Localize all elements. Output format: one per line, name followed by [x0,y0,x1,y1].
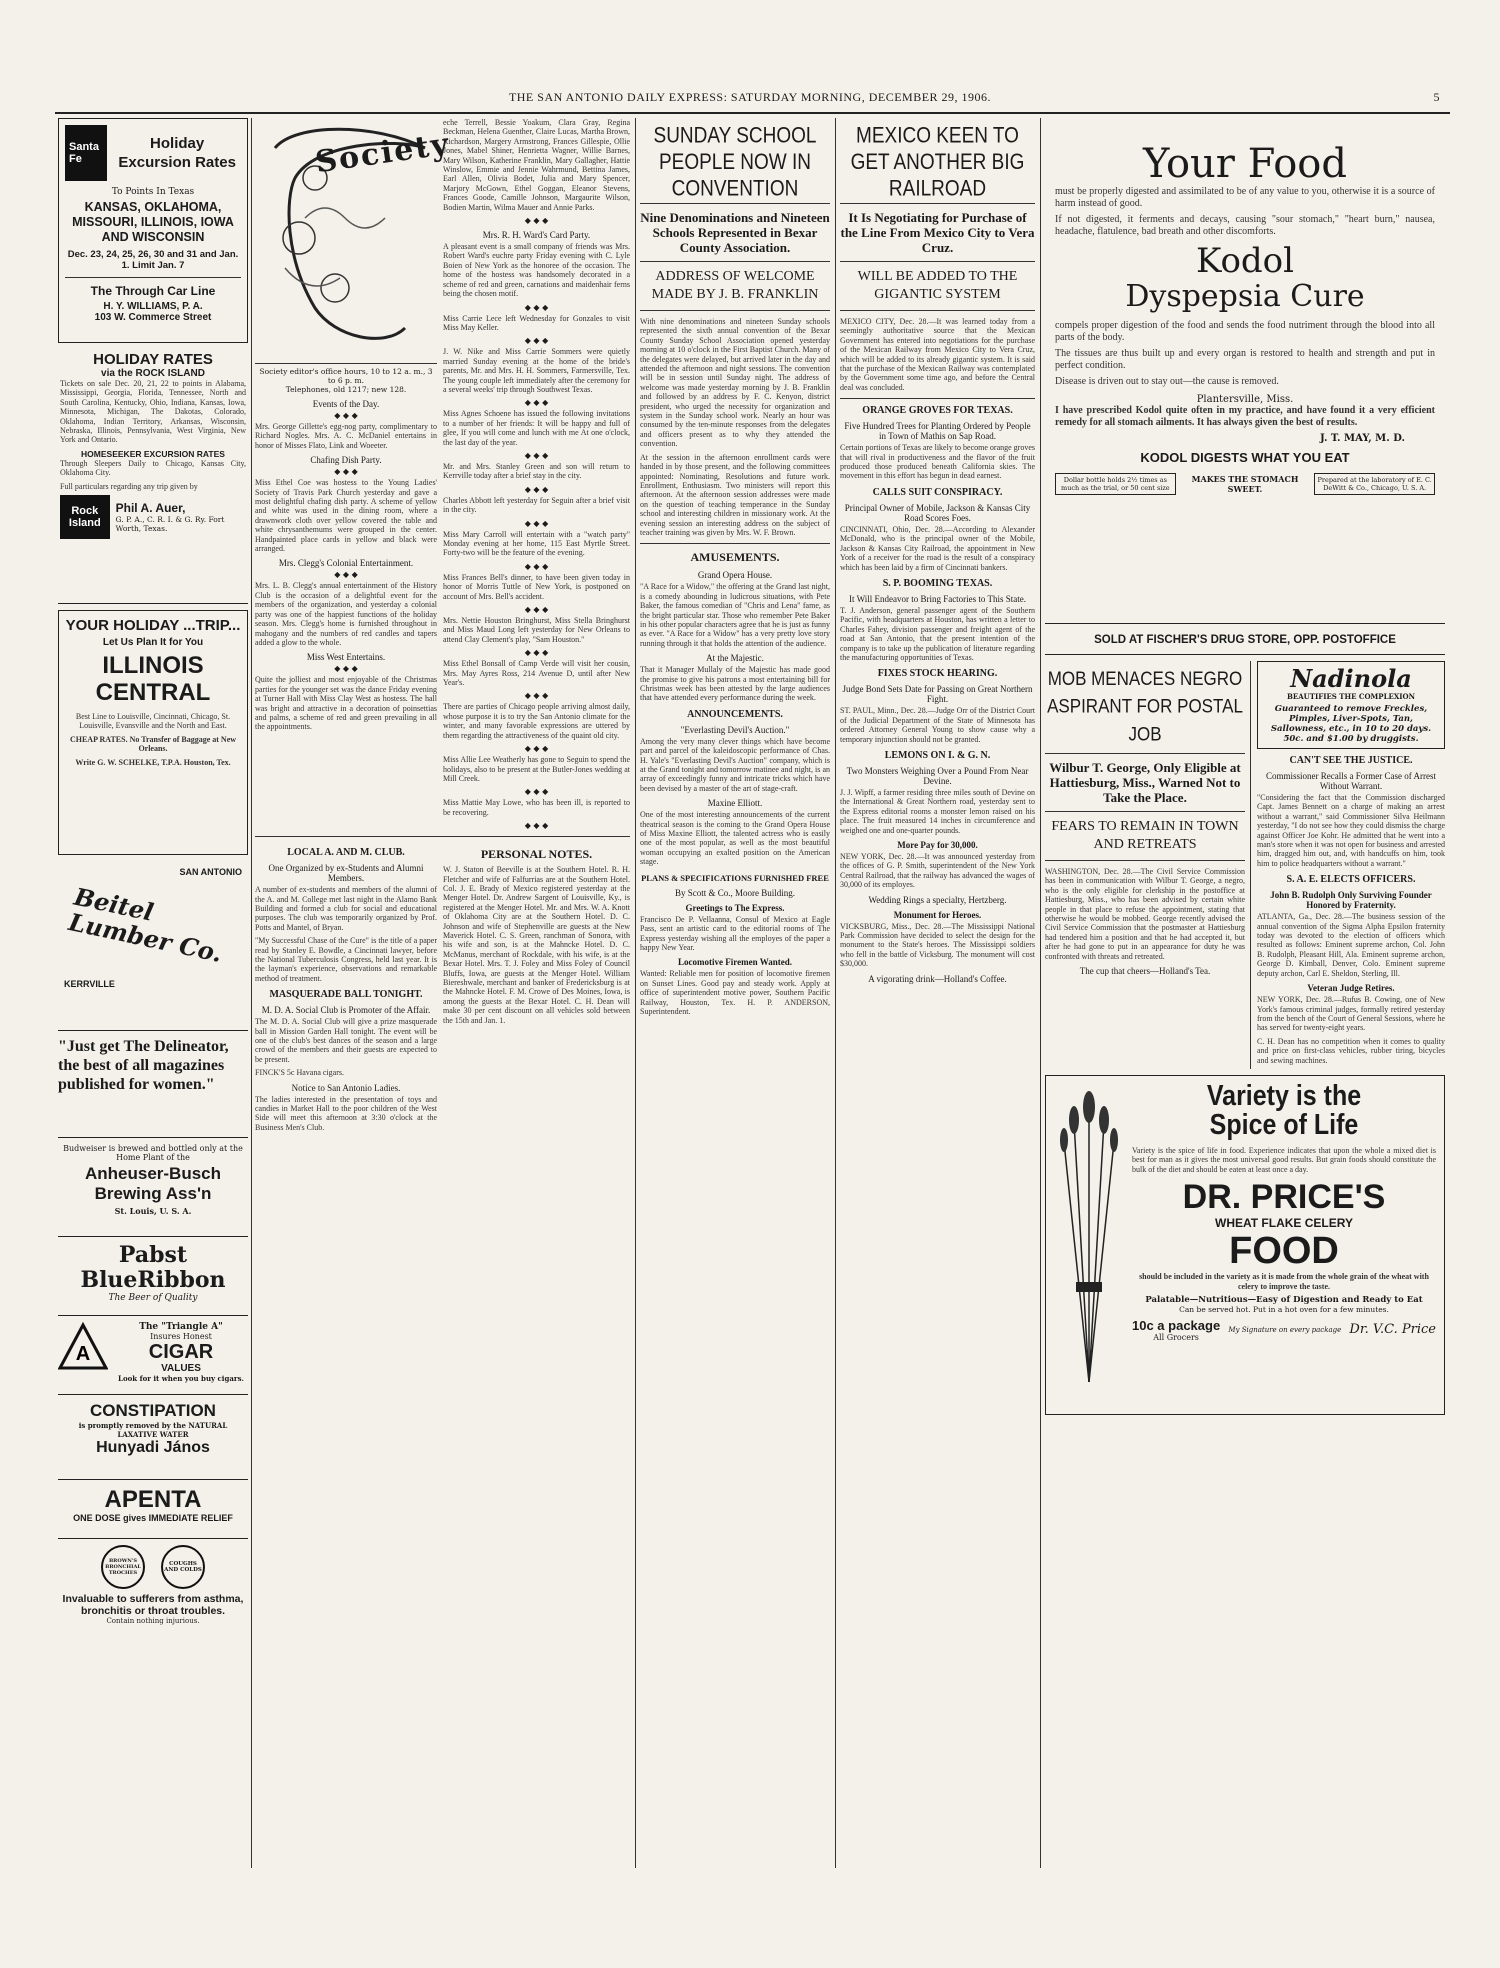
constipation-sub: is promptly removed by the NATURAL LAXATIVE WATER [78,1421,228,1439]
lemons-text: J. J. Wipff, a farmer residing three miles south of Devine on the International & Great Northern road, yesterday sent to the Express editorial rooms a monster lemon raised on his place. The fruit measured 14 inches in circumference and weighed one and one-quarter pounds. [840,787,1035,835]
diamond-ornament-icon: ◆ ◆ ◆ [334,570,358,580]
majestic-text: That it Manager Mullaly of the Majestic has made good the promise to give his patrons a most entertaining bill for Christmas week has been attested by the large audiences that have attended every performance during the week. [640,665,830,703]
gigantic-head: WILL BE ADDED TO THE GIGANTIC SYSTEM [857,269,1018,302]
apenta-sub: ONE DOSE gives IMMEDIATE RELIEF [73,1513,233,1523]
sae-head: S. A. E. ELECTS OFFICERS. [1286,874,1416,886]
firemen-text: Wanted: Reliable men for position of locomotive firemen on Sunset Lines. Good pay and steady work. Apply at office of superintendent motive power, Southern Pacific Railway, Houston, Tex. H. P. ANDERSON, Superintendent. [640,969,830,1016]
lower-section-text: The ladies interested in the presentation of toys and candies in Market Hall to the poor children of the West Side will meet this afternoon at 3:30 o'clock at the Business Men's Club. [255,1094,437,1132]
lower-section-text: The M. D. A. Social Club will give a prize masquerade ball in Mission Garden Hall tonight. The event will be one of the club's best dances of the season and a large crowd of the members and their guests are expected to be present. [255,1017,437,1064]
everlasting-head: "Everlasting Devil's Auction." [680,724,790,735]
santafe-sub: To Points In Texas [111,187,195,197]
tea-line: The cup that cheers—Holland's Tea. [1079,966,1211,977]
price-name: DR. PRICE'S [1182,1178,1386,1217]
lower-section-text: A number of ex-students and members of the alumni of the A. and M. College met last night in the Alamo Bank Building and formed a club for social and educational purposes. The club was temporarily organized by Prof. Potts and Mantel, of Bryan. [255,885,437,932]
society-item-text: J. W. Nike and Miss Carrie Sommers were quietly married Sunday evening at the home of the bride's parents, Mr. and Mrs. H. H. Sommers, Farmersville, Tex. The young couple left immediately after the ceremony for a several weeks' trip through Southwest Texas. [443,347,630,394]
dean-text: C. H. Dean has no competition when it comes to quality and price on first-class vehicles, rubber tiring, bicycles and sewing machines. [1257,1036,1445,1065]
judge-text: NEW YORK, Dec. 28.—Rufus B. Cowing, one of New York's famous criminal judges, formally retired yesterday from the bench of the Court of General Sessions, where he has served for twenty-eight years. [1257,995,1445,1033]
welcome-head: ADDRESS OF WELCOME MADE BY J. B. FRANKLIN [651,269,819,302]
society-item-text: Miss Carrie Lece left Wednesday for Gonzales to visit Miss May Keller. [443,313,630,332]
diamond-ornament-icon: ◆ ◆ ◆ [524,518,549,528]
personal-notes-text: W. J. Staton of Beeville is at the Southern Hotel. R. H. Fletcher and wife of Falfurrias are at the Southern Hotel. Col. J. E. Brady of Mexico registered yesterday at the Menger Hotel. Dr. Andrew Sargent of Louisville, Ky., is registered at the Menger Hotel. Mr. and Mrs. W. A. Knott of Oklahoma City are at the Southern Hotel. D. C. Johnson and wife of Stephenville are guests at the New Maverick Hotel. C. S. Green, ranchman of Sonora, with his wife and son, is at the Mahncke Hotel. D. C. McManus, merchant of Rockdale, with his wife, is at the Bexar Hotel. Mrs. T. J. Foley and Miss Foley of Council Bluffs, Iowa, are guests at the Menger Hotel. William Biereshwale, merchant and banker of Fredericksburg is at the Mahncke Hotel. F. M. Crowe of Des Moines, Iowa, is among the guests at the Bexar Hotel. C. H. Dean will make 30 per cent discount on all vehicles sold between the 15th and Jan. 1. [443,865,630,1025]
society-item-text: Miss Ethel Bonsall of Camp Verde will visit her cousin, Mrs. May Ayres Ross, 214 Avenue D, until after New Year's. [443,659,630,688]
kodol-doctor: J. T. MAY, M. D. [1319,433,1405,444]
coffee-line: A vigorating drink—Holland's Coffee. [868,973,1007,984]
society-section-text: Mrs. George Gillette's egg-nog party, complimentary to Richard Nogles. Mrs. A. C. McDaniel entertains in honor of Misses Flato, Link and Woeeter. [255,422,437,450]
lower-section-sub: M. D. A. Social Club is Promoter of the Affair. [261,1005,431,1016]
price-text2: should be included in the variety as it is made from the whole grain of the wheat with celery to improve the taste. [1139,1272,1429,1291]
conspiracy-text: CINCINNATI, Ohio, Dec. 28.—According to Alexander McDonald, who is the principal owner of the Mobile, Jackson & Kansas City Railroad, the appointment in New York of a receiver for the road is the result of a conspiracy which has been laid by a firm of Cincinnati bankers. [840,524,1035,572]
price-food: FOOD [1229,1230,1339,1273]
lower-section-sub: One Organized by ex-Students and Alumni Members. [268,863,424,884]
grand-text: "A Race for a Widow," the offering at the Grand last night, is a comedy abounding in ludicrous situations, with Pete Baker, the famous comedian of "Chris and Lena" fame, as the bright particular star. Those who remember Pete Baker in his other popular characters agree that he is just as funny as ever. "A Race for a Widow" has a very pretty love story running through it that holds the attention of the audience. [640,582,830,648]
greetings-head: Greetings to The Express. [685,902,785,913]
orange-sub: Five Hundred Trees for Planting Ordered by People in Town of Mathis on Sap Road. [844,421,1031,442]
beitel-city: SAN ANTONIO [179,867,242,877]
fixes-text: ST. PAUL, Minn., Dec. 28.—Judge Orr of the District Court of the Judicial Department of the State of Minnesota has ordered Attorney General Young to show cause why a temporary injunction should not be granted. [840,706,1035,744]
society-item-text: Miss Agnes Schoene has issued the following invitations to a number of her friends: It will be happy and full of glee, If you will come and lunch with me At one o'clock, the last day of the year. [443,409,630,447]
browns-note: Contain nothing injurious. [106,1617,200,1625]
majestic-head: At the Majestic. [706,653,764,664]
anheuser-name: Anheuser-Busch Brewing Ass'n [84,1164,222,1203]
mob-head2: FEARS TO REMAIN IN TOWN AND RETREATS [1051,819,1239,852]
price-text: Variety is the spice of life in food. Experience indicates that upon the whole a mixed diet is best for man as it gives the most universal good results. But grain foods should constitute the bulk of the diet and should be eaten at least once a day. [1132,1145,1436,1174]
santafe-line: The Through Car Line [90,284,216,298]
conspiracy-sub: Principal Owner of Mobile, Jackson & Kansas City Road Scores Foes. [844,502,1031,523]
rockisland-through: Through Sleepers Daily to Chicago, Kansas City, Oklahoma City. [60,458,246,478]
diamond-ornament-icon: ◆ ◆ ◆ [524,216,549,226]
kodol-box1: Dollar bottle holds 2½ times as much as the trial, or 50 cent size [1055,473,1176,495]
illinois-line2: Let Us Plan It for You [102,637,204,648]
beitel-name: Beitel Lumber Co. [66,881,225,968]
column-rule [635,118,636,1868]
mob-story [1045,661,1251,1069]
browns-seal-icon [101,1545,145,1589]
browns-text: Invaluable to sufferers from asthma, bronchitis or throat troubles. [62,1593,244,1617]
price-price: 10c a package [1132,1317,1221,1333]
right-column [1045,118,1445,1868]
kodol-ad [1045,118,1445,623]
maxine-text: One of the most interesting announcements of the current theatrical season is the coming to the Grand Opera House of Miss Maxine Elliott, the talented actress who is easily one of the most popular, as well as the most beautiful woman occupying an exalted position on the American stage. [640,810,830,867]
illinois-line1: YOUR HOLIDAY ...TRIP... [65,617,241,634]
column-rule [1040,118,1041,1868]
kodol-box3: Prepared at the laboratory of E. C. DeWitt & Co., Chicago, U. S. A. [1314,473,1435,495]
sunday-school-head: SUNDAY SCHOOL PEOPLE NOW IN CONVENTION [653,123,817,202]
price-head1: Variety is the [1206,1079,1362,1112]
illinois-rates: CHEAP RATES. No Transfer of Baggage at New Orleans. [69,734,237,754]
society-banner [255,118,453,364]
rockisland-agent: Phil A. Auer, [115,501,186,516]
society-section-head: Mrs. Clegg's Colonial Entertainment. [278,558,414,569]
sunday-school-sub: Nine Denominations and Nineteen Schools Represented in Bexar County Association. [640,210,830,255]
diamond-ornament-icon: ◆ ◆ ◆ [524,561,549,571]
kodol-name2: Dyspepsia Cure [1125,279,1365,314]
sunday-school-text: With nine denominations and nineteen Sunday schools represented the sixth annual convention of the Bexar County Sunday School Association opened yesterday morning at 10 o'clock in the First Baptist Church. Many of the delegates were delayed, but arrived later in the day and attended the afternoon and night sessions. The convention will be in session until Sunday night. The address of welcome was made yesterday morning by J. B. Franklin and followed by an address by F. C. Kenyon, district president, who urged the necessity for organization and system in the Sunday school work. Nearly an hour was consumed by the ten-minute responses from the delegates and officers present as to why they attended the convention. [640,317,830,449]
rockisland-info: Full particulars regarding any trip given by [60,481,198,491]
masthead-rule [55,112,1450,114]
lower-section-head: LOCAL A. AND M. CLUB. [287,847,405,859]
apenta-ad [58,1486,248,1539]
diamond-ornament-icon: ◆ ◆ ◆ [524,744,549,754]
ads-column [58,118,248,1868]
wedding-rings: Wedding Rings a specialty, Hertzberg. [868,894,1007,905]
apenta-name: APENTA [104,1486,202,1513]
society-office: Society editor's office hours, 10 to 12 a. m., 3 to 6 p. m. [259,367,433,385]
page-number: 5 [1433,90,1440,104]
diamond-ornament-icon: ◆ ◆ ◆ [524,605,549,615]
illinois-agent: Write G. W. SCHELKE, T.P.A. Houston, Tex. [75,757,231,767]
constipation-brand: Hunyadi János [96,1439,210,1456]
fischer-drug-store [1045,623,1445,655]
pay-text: NEW YORK, Dec. 28.—It was announced yesterday from the offices of G. P. Smith, superintendent of the New York Central Railroad, that the railway has advanced the wages of 30,000 of its employes. [840,852,1035,890]
society-item-text: eche Terrell, Bessie Yoakum, Clara Gray, Regina Beckman, Helena Guenther, Claire Lucas, Martha Brown, Richardson, Margery Armstrong, Frances Gillespie, Ollie Jones, Mabel Shiner, Henrietta Wagner, Willie Barnes, Mary Wilson, Katherine Franklin, Mary Gallagher, Hattie Winslow, Emmie and Jennie Wahrmund, Bettina James, Earl Allen, Olivia Bodet, Julia and Mary Spencer, Marjory McGown, Ethel Goggan, Eleanor Stevens, Frances Goode, Camille Johnson, Margaurite Wilson, Bodien Martin, Wilma Mauer and Annie Parks. [443,118,630,212]
society-item-text: Miss Allie Lee Weatherly has gone to Seguin to spend the holidays, also to be present at the Butler-Jones wedding at Mill Creek. [443,755,630,783]
diamond-ornament-icon: ◆ ◆ ◆ [524,336,549,346]
mexico-column [840,118,1035,1868]
browns-seal1-text: BROWN'S BRONCHIAL TROCHES [105,1558,141,1576]
society-item-head: Mrs. R. H. Ward's Card Party. [482,230,591,241]
plans-head: PLANS & SPECIFICATIONS FURNISHED FREE [641,872,829,883]
kodol-box2: MAKES THE STOMACH SWEET. [1191,474,1299,494]
price-sig-note: My Signature on every package [1228,1325,1342,1334]
society-section-head: Events of the Day. [312,399,380,409]
society-item-text: A pleasant event is a small company of friends was Mrs. Robert Ward's euchre party Friday evening with C. Lyle Boien of New York as the honoree of the occasion. The home of the hostess was handsomely decorated in a scheme of red and green, carnations and maidenhair ferns being the chosen motif. [443,242,630,299]
society-section-text: Quite the jolliest and most enjoyable of the Christmas parties for the younger set was the dance Friday evening at Turner Hall with Miss Clay West as hostess. The hall was bright and attractive in a decoration of poinsettias and palms, a scheme of red and green prevailing in all the appointments. [255,675,437,732]
lemons-sub: Two Monsters Weighing Over a Pound From Near Devine. [846,765,1029,786]
santafe-address: 103 W. Commerce Street [94,312,212,323]
kodol-p5: Disease is driven out to stay out—the cause is removed. [1055,376,1279,387]
pabst-tag: The Beer of Quality [108,1293,198,1303]
price-signature: Dr. V.C. Price [1349,1322,1436,1338]
rockisland-logo-icon [60,495,110,539]
conspiracy-head: CALLS SUIT CONSPIRACY. [872,486,1003,498]
society-section-head: Chafing Dish Party. [310,455,382,466]
sae-sub: John B. Rudolph Only Surviving Founder Honored by Fraternity. [1270,890,1432,911]
cigar-ad [58,1322,248,1395]
anheuser-intro: Budweiser is brewed and bottled only at the Home Plant of the [63,1144,243,1162]
diamond-ornament-icon: ◆ ◆ ◆ [524,691,549,701]
plans-by: By Scott & Co., Moore Building. [674,887,795,898]
nadinola-tag: BEAUTIFIES THE COMPLEXION [1286,692,1416,701]
kodol-name: Kodol [1195,241,1295,281]
lower-section-text: FINCK'S 5c Havana cigars. [255,1068,344,1078]
mexico-head: MEXICO KEEN TO GET ANOTHER BIG RAILROAD [850,123,1025,202]
sp-sub: It Will Endeavor to Bring Factories to This State. [848,593,1027,604]
society-right-text [443,118,630,832]
diamond-ornament-icon: ◆ ◆ ◆ [524,484,549,494]
society-section-head: Miss West Entertains. [306,652,386,663]
cigar-values: VALUES [161,1363,201,1374]
diamond-ornament-icon: ◆ ◆ ◆ [524,450,549,460]
fixes-sub: Judge Bond Sets Date for Passing on Great Northern Fight. [842,684,1033,705]
announcements-head: ANNOUNCEMENTS. [687,708,783,720]
mob-text: WASHINGTON, Dec. 28.—The Civil Service Commission has been in communication with Wilbur T. George, a negro, who is the only eligible for clerkship in the postoffice at Hattiesburg, Miss., who has been advised by certain white people in that place to refuse the appointment, stating that otherwise he would be mobbed. George recently advised the Civil Service Commission that the postmaster at Hattiesburg had tendered him a position and that he had accepted it, but after he had gone to put in an appearance for duty he was confronted with threats and retreated. [1045,867,1245,961]
society-item-text: Miss Mattie May Lowe, who has been ill, is reported to be recovering. [443,798,630,817]
masthead-text: THE SAN ANTONIO DAILY EXPRESS: SATURDAY MORNING, DECEMBER 29, 1906. [508,90,992,104]
price-sub: WHEAT FLAKE CELERY [1215,1216,1353,1231]
column-rule [251,118,252,1868]
justice-head: CAN'T SEE THE JUSTICE. [1289,755,1413,766]
sae-text: ATLANTA, Ga., Dec. 28.—The business session of the annual convention of the Sigma Alpha Epsilon fraternity today was devoted to the election of officers which resulted as follows: Eminent supreme archon, Col. John B. Rudolph, Pleasant Hill, Ala. Eminent supreme archon, George D. Kimball, Denver, Colo. Eminent supreme deputy archon, Carl E. Sheldon, Sterling, Ill. [1257,912,1445,978]
diamond-ornament-icon: ◆ ◆ ◆ [334,467,358,477]
delineator-ad [58,1037,248,1138]
santafe-states: KANSAS, OKLAHOMA, MISSOURI, ILLINOIS, IOWA AND WISCONSIN [72,200,234,244]
society-section-text: Miss Ethel Coe was hostess to the Young Ladies' Society of Travis Park Church yesterday and gave a most delightful chafing dish party. A scheme of yellow and white was used in the dining room, where a drawnwork cloth over yellow covered the table and white chrysanthemums were grouped in the center. Handpainted place cards in yellow and black were arranged. [255,478,437,554]
browns-seal2-text: COUGHS AND COLDS [164,1561,202,1573]
cigar-note: Look for it when you buy cigars. [118,1374,244,1383]
santafe-logo-icon [65,125,107,181]
pabst-ad [58,1243,248,1316]
price-tag: Palatable—Nutritious—Easy of Digestion and Ready to Eat [1145,1294,1423,1305]
kodol-head: Your Food [1143,141,1347,187]
wheat-sheaf-icon [1054,1082,1124,1382]
santafe-title: Holiday Excursion Rates [118,135,236,171]
society-left-sections [255,399,437,732]
monument-text: VICKSBURG, Miss., Dec. 28.—The Mississippi National Park Commission have decided to select the design for the monument to the State's heroes. The Mississippi soldiers who fell in the battle of Vicksburg. The monument will cost $30,000. [840,921,1035,969]
price-head2: Spice of Life [1209,1108,1359,1141]
society-item-text: There are parties of Chicago people arriving almost daily, whose purpose it is to try the San Antonio climate for the winter, and many favorable expressions are uttered by them regarding the attractiveness of the quaint old city. [443,702,630,740]
mob-head: MOB MENACES NEGRO ASPIRANT FOR POSTAL JOB [1047,667,1243,745]
masthead [60,90,1440,108]
firemen-head: Locomotive Firemen Wanted. [678,957,792,968]
greetings-text: Francisco De P. Vellaanna, Consul of Mexico at Eagle Pass, sent an artistic card to the editorial rooms of The Express yesterday wishing all the employes of the paper a happy New Year. [640,914,830,952]
lower-section-text: "My Successful Chase of the Cure" is the title of a paper read by Stanley E. Bowdle, a Cincinnati lawyer, before the National Tuberculosis Congress, held last year. It is the layman's experience, observations and remarkable method of treatment. [255,936,437,983]
pay-head: More Pay for 30,000. [897,840,978,850]
nadinola-name: Nadinola [1290,664,1412,693]
mexico-sub: It Is Negotiating for Purchase of the Line From Mexico City to Vera Cruz. [840,210,1035,255]
column-rule [835,118,836,1868]
judge-head: Veteran Judge Retires. [1307,983,1395,994]
orange-head: ORANGE GROVES FOR TEXAS. [862,405,1013,417]
mexico-text: MEXICO CITY, Dec. 28.—It was learned today from a seemingly authoritative source that the Mexican Government has entered into negotiations for the purchase of the Mexican Railway from Mexico City to Vera Cruz, which will be added to its already gigantic system. It is said that the purchase of the Mexican Railway was contemplated by the Government some time ago, and before the Central deal was concluded. [840,317,1035,392]
kodol-tag: KODOL DIGESTS WHAT YOU EAT [1140,450,1350,465]
diamond-ornament-icon: ◆ ◆ ◆ [524,302,549,312]
society-item-text: Mr. and Mrs. Stanley Green and son will return to Kerrville today after a brief stay in the city. [443,461,630,481]
society-item-text: Mrs. Nettie Houston Bringhurst, Miss Stella Bringhurst and Miss Maud Long left yesterday for New Orleans to attend Clay Clement's play, "Sam Houston." [443,616,630,644]
santafe-ad [58,118,248,343]
anheuser-city: St. Louis, U. S. A. [114,1206,192,1216]
monument-head: Monument for Heroes. [893,909,982,920]
society-column [255,118,630,1868]
anheuser-busch-ad [58,1144,248,1237]
nadinola-ad [1257,661,1445,749]
diamond-ornament-icon: ◆ ◆ ◆ [524,821,549,831]
personal-notes-head: PERSONAL NOTES. [480,847,593,862]
fischer-text: SOLD AT FISCHER'S DRUG STORE, OPP. POSTOFFICE [1094,634,1396,646]
society-item-text: Charles Abbott left yesterday for Seguin after a brief visit in the city. [443,495,630,515]
kodol-p4: The tissues are thus built up and every organ is restored to health and strength and put in perfect condition. [1055,348,1435,371]
beitel-lumber-ad [58,861,248,1031]
sunday-school-text2: At the session in the afternoon enrollment cards were handed in by those present, and the following committees appointed: Nominating, Resolutions and future work. Enrollment, Enthusiasm. Two ministers will report this afternoon. At the afternoon session addresses were made on the question of teaching temperance in the Sunday school and interesting children in missionary work. At the evening session an interesting address on the subject of teacher training was given by Mrs. W. F. Brown. [640,452,830,537]
society-item-text: Miss Mary Carroll will entertain with a "watch party" Monday evening at her home, 115 East Myrtle Street. Forty-two will be the feature of the evening. [443,529,630,558]
coughs-seal-icon [161,1545,205,1589]
kodol-p3: compels proper digestion of the food and sends the food nutriment through the blood into all parts of the body. [1055,320,1435,343]
everlasting-text: Among the very many clever things which have become part and parcel of the kaleidoscopic performance of Chas. H. Yale's "Everlasting Devil's Auction" company, which is at the Grand tonight and tomorrow matinee and night, is an array of exceedingly funny and intricate tricks which have been devised by a master of the art of stage-craft. [640,736,830,793]
kodol-testimonial-place: Plantersville, Miss. [1196,394,1294,405]
pabst-name: Pabst BlueRibbon [80,1242,226,1293]
price-served: Can be served hot. Put in a hot oven for a few minutes. [1179,1304,1389,1314]
society-phones: Telephones, old 1217; new 128. [285,385,407,394]
rockisland-logo-text: Rock Island [68,505,101,530]
orange-text: Certain portions of Texas are likely to become orange groves that will rival in productiveness and the flavor of the fruit produced those produced beneath California skies. The movement in this effort has begun in dead earnest. [840,443,1035,481]
sp-text: T. J. Anderson, general passenger agent of the Southern Pacific, with headquarters at Houston, has written a letter to Charles Fahey, division passenger and freight agent of the road at San Antonio, that the present intention of the company is to take up the publication of literature regarding the manufacturing opportunities of Texas. [840,605,1035,662]
hunyadi-ad [58,1401,248,1480]
diamond-ornament-icon: ◆ ◆ ◆ [334,664,358,674]
santafe-dates: Dec. 23, 24, 25, 26, 30 and 31 and Jan. 1. Limit Jan. 7 [67,249,239,271]
sunday-school-column [640,118,830,1868]
cigar-sub: Insures Honest [150,1332,212,1341]
mob-sub: Wilbur T. George, Only Eligible at Hattiesburg, Miss., Warned Not to Take the Place. [1049,760,1241,805]
svg-text:A: A [75,1343,91,1365]
society-item-text: Miss Frances Bell's dinner, to have been given today in honor of Morris Tuttle of New York, is postponed on account of Mrs. Bell's accident. [443,572,630,601]
rockisland-via: via the ROCK ISLAND [101,368,205,379]
diamond-ornament-icon: ◆ ◆ ◆ [524,787,549,797]
sp-head: S. P. BOOMING TEXAS. [882,577,993,589]
kodol-testimonial: I have prescribed Kodol quite often in my practice, and have found it a very efficient remedy for all stomach ailments. It has always given the best of results. [1055,405,1435,428]
cigar-word: CIGAR [148,1341,214,1363]
cigar-brand: The "Triangle A" [139,1322,223,1332]
santafe-logo-text: Santa Fe [68,140,104,166]
society-section-text: Mrs. L. B. Clegg's annual entertainment of the History Club is the occasion of a delightful event for the members of the organization, and yesterday a colonial party was one of the happiest functions of the holiday season. Mrs. Clegg's home is furnished throughout in mahogany and the numbers of red candles and tapers added a glow to the whole. [255,581,437,647]
santafe-agent: H. Y. WILLIAMS, P. A. [103,301,203,312]
nadinola-text: Guaranteed to remove Freckles, Pimples, Liver-Spots, Tan, Sallowness, etc., in 10 to 20 days. 50c. and $1.00 by druggists. [1270,704,1432,744]
amusements-head: AMUSEMENTS. [690,550,780,565]
justice-sub: Commissioner Recalls a Former Case of Arrest Without Warrant. [1266,771,1436,791]
lower-section-head: MASQUERADE BALL TONIGHT. [269,989,423,1001]
kodol-p1: must be properly digested and assimilated to be of any value to you, otherwise it is a source of harm instead of good. [1055,186,1435,209]
justice-text: "Considering the fact that the Commission discharged Capt. James Bennett on a charge of making an arrest without a warrant," said Commissioner Silva Heilmann yesterday, "I do not see how they could dismiss the charge against Officer Joe Kohr. He admitted that he went into a man's store when it was not open for business and arrested him, dragged him out, and, with handcuffs on him, took him to police headquarters without a warrant." [1257,793,1445,868]
beitel-kerrville: KERRVILLE [64,979,115,989]
lemons-head: LEMONS ON I. & G. N. [884,749,991,761]
grand-head: Grand Opera House. [697,570,773,581]
kodol-p2: If not digested, it ferments and decays, causing "sour stomach," "heart burn," nausea, headache, flatulence, bad breath and other discomforts. [1055,214,1435,237]
diamond-ornament-icon: ◆ ◆ ◆ [524,398,549,408]
price-grocers: All Grocers [1153,1332,1199,1342]
rockisland-agent-title: G. P. A., C. R. I. & G. Ry. Fort Worth, Texas. [115,515,225,534]
illinois-central-ad [58,610,248,855]
rockisland-title: HOLIDAY RATES [93,351,213,368]
maxine-head: Maxine Elliott. [707,798,763,809]
illinois-name: ILLINOIS CENTRAL [95,652,211,706]
rockisland-homeseeker: HOMESEEKER EXCURSION RATES [81,448,225,459]
diamond-ornament-icon: ◆ ◆ ◆ [334,411,358,420]
illinois-body: Best Line to Louisville, Cincinnati, Chicago, St. Louisville, Evansville and the North and East. [75,712,231,731]
lower-section-sub: Notice to San Antonio Ladies. [291,1082,401,1093]
delineator-text: "Just get The Delineator, the best of all magazines published for women." [58,1038,229,1093]
society-title: Society [313,126,453,181]
browns-troches-ad [58,1545,248,1625]
rockisland-body: Tickets on sale Dec. 20, 21, 22 to points in Alabama, Mississippi, Georgia, Florida, Tennessee, North and South Carolina, Kentucky, Ohio, Indiana, Kansas, Iowa, Minnesota, Michigan, The Dakotas, Colorado, Oklahoma, Indian Territory, Arkansas, Wisconsin, Nebraska, Illinois, Pennsylvania, West Virginia, New York and Ontario. [60,379,246,445]
triangle-a-icon [58,1322,108,1372]
fixes-head: FIXES STOCK HEARING. [877,668,998,680]
constipation-head: CONSTIPATION [90,1401,216,1420]
dr-price-ad [1045,1075,1445,1415]
rockisland-ad [58,349,248,604]
diamond-ornament-icon: ◆ ◆ ◆ [524,648,549,658]
society-lower-left [255,841,437,1136]
